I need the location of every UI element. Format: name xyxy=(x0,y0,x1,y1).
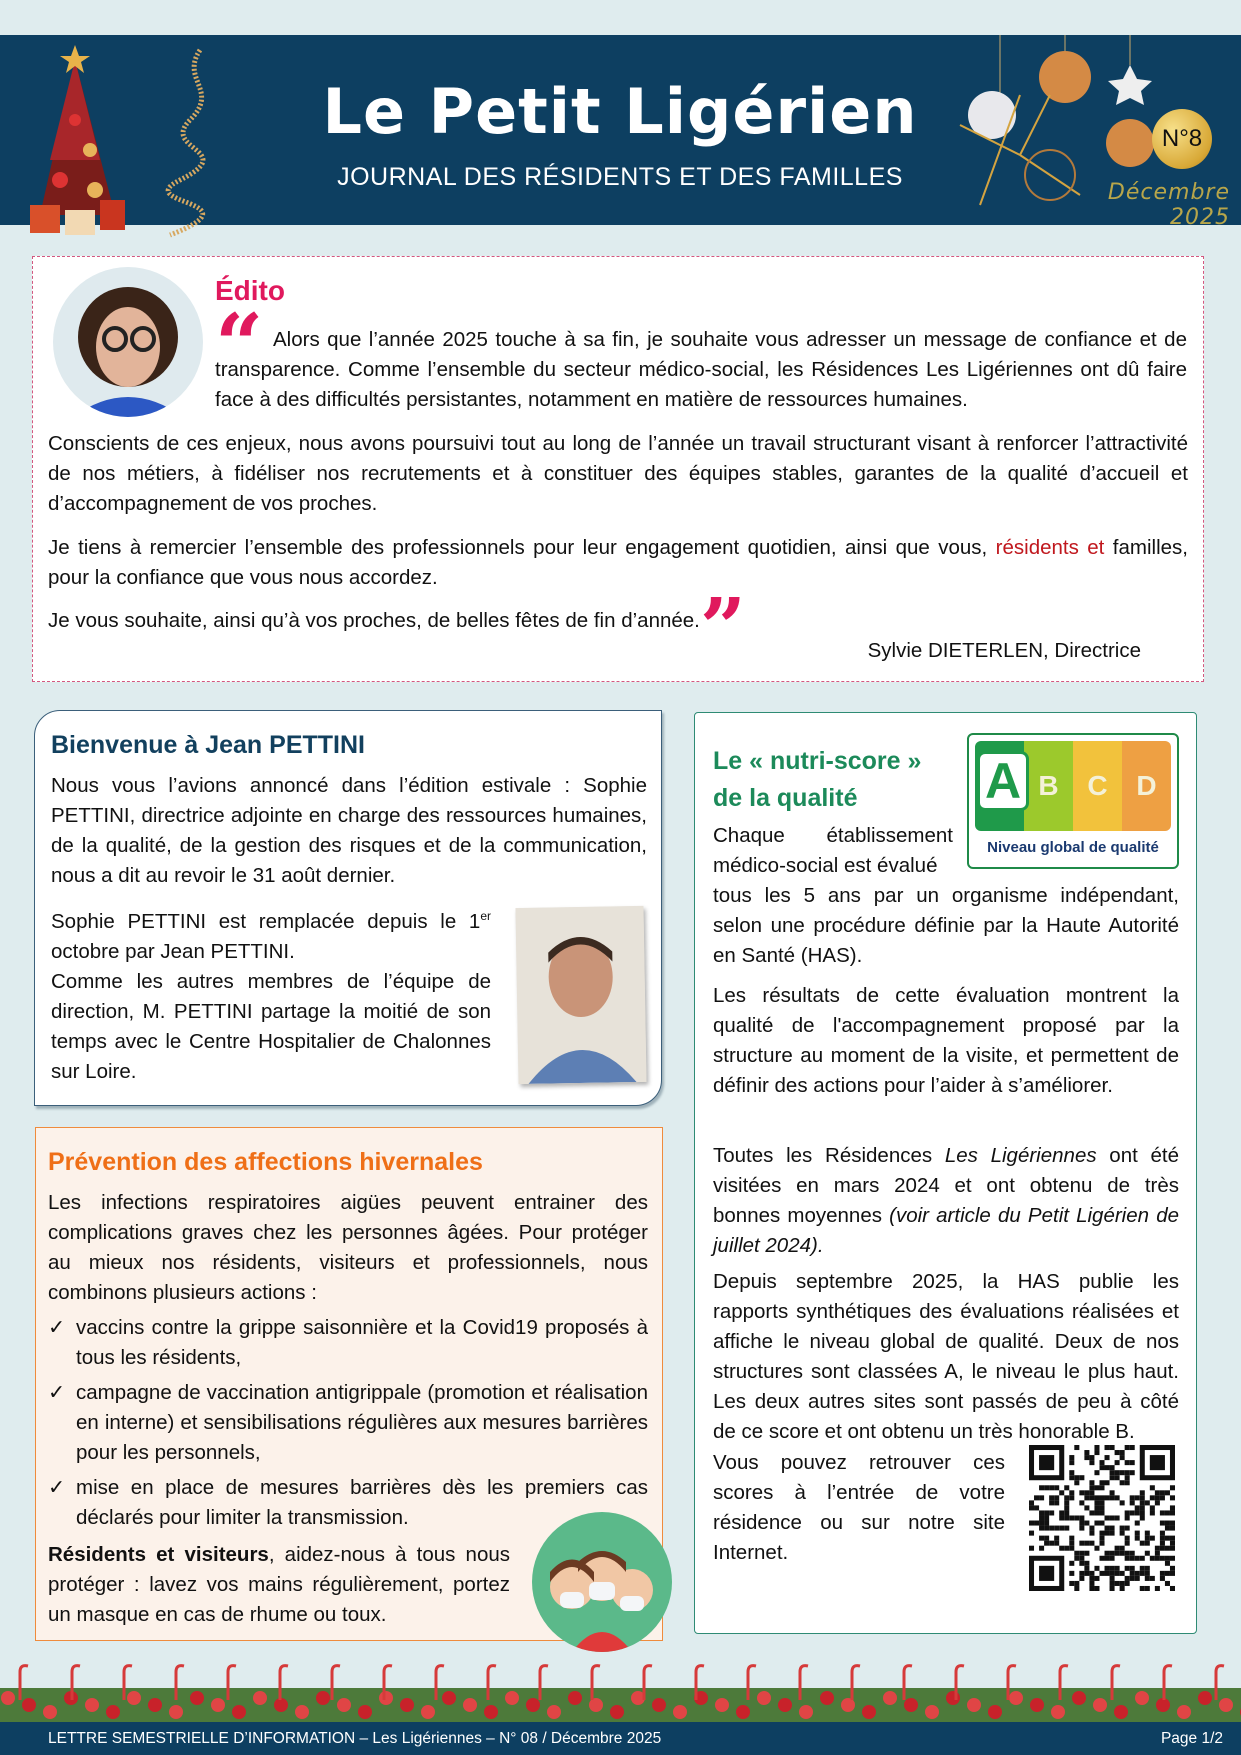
badge-label: Niveau global de qualité xyxy=(987,839,1159,856)
score-segment-c: C xyxy=(1073,741,1122,831)
list-item xyxy=(48,1313,648,1373)
christmas-tree-illustration xyxy=(20,40,290,240)
welcome-heading: Bienvenue à Jean PETTINI xyxy=(51,731,365,759)
checkmark-icon: ✓ xyxy=(48,1476,66,1499)
edito-paragraph: Je vous souhaite, ainsi qu’à vos proches, de belles fêtes de fin d’année.” xyxy=(48,580,746,674)
page-footer xyxy=(0,1722,1241,1755)
prevention-intro: Les infections respiratoires aigües peuvent entrainer des complications graves chez les personnes âgées. Pour protéger au mieux nos résidents, visiteurs et professionnels, nous combinons plusieurs actions : xyxy=(48,1191,648,1304)
highlighted-text: résidents et xyxy=(995,536,1105,559)
jean-pettini-photo xyxy=(515,906,646,1084)
score-segment-d: D xyxy=(1122,741,1171,831)
edito-section xyxy=(32,256,1204,682)
text: ont été visitées en mars 2024 et ont obtenu de très bonnes moyennes xyxy=(713,1144,1179,1227)
italic-text: Les Ligériennes xyxy=(944,1144,1097,1167)
nutri-paragraph: Depuis septembre 2025, la HAS publie les rapports synthétiques des évaluations réalisées et affiche le niveau global de qualité. Deux de nos structures sont classées A, le niveau le plus haut. Les deux autres sites sont passés de peu à côté de ce score et ont obtenu un très honorable B. xyxy=(713,1270,1179,1443)
issue-number: N°8 xyxy=(1152,109,1212,169)
nutri-paragraph: Chaque établissement médico-social est évalué xyxy=(713,824,953,877)
christmas-garland-decoration xyxy=(0,1660,1241,1724)
edito-signature: Sylvie DIETERLEN, Directrice xyxy=(867,639,1141,662)
welcome-paragraph xyxy=(51,901,491,967)
list-item xyxy=(48,1378,648,1468)
director-photo xyxy=(53,267,203,417)
prevention-section xyxy=(35,1127,663,1641)
welcome-paragraph: Comme les autres membres de l’équipe de direction, M. PETTINI partage la moitié de son temps avec le Centre Hospitalier de Chalonnes sur Loire. xyxy=(51,970,491,1083)
open-quote-icon: “ xyxy=(215,295,264,394)
newsletter-title: Le Petit Ligérien xyxy=(322,75,918,148)
text: Je vous souhaite, ainsi qu’à vos proches, de belles fêtes de fin d’année. xyxy=(48,609,700,632)
italic-text: (voir article du Petit Ligérien de juillet 2024). xyxy=(713,1204,1179,1257)
issue-date: Décembre 2025 xyxy=(1107,180,1230,230)
nutri-score-section xyxy=(694,712,1197,1634)
edito-paragraph: Conscients de ces enjeux, nous avons poursuivi tout au long de l’année un travail structurant visant à renforcer l’attractivité de nos métiers, à fidéliser nos recrutements et à constituer des équipes stables, garantes de la qualité d’accueil et d’accompagnement de vos proches. xyxy=(48,432,1188,515)
footer-publication-info: LETTRE SEMESTRIELLE D’INFORMATION – Les Ligériennes – N° 08 / Décembre 2025 xyxy=(48,1730,662,1747)
prevention-list xyxy=(48,1313,648,1538)
checkmark-icon: ✓ xyxy=(48,1316,66,1339)
bold-text: Résidents et visiteurs xyxy=(48,1543,269,1566)
list-item xyxy=(48,1473,648,1533)
prevention-outro xyxy=(48,1540,510,1630)
list-item-text: campagne de vaccination antigrippale (promotion et réalisation en interne) et sensibilisations régulières aux mesures barrières pour les personnels, xyxy=(76,1381,648,1464)
score-segment-a xyxy=(975,741,1024,831)
masked-people-illustration xyxy=(532,1512,672,1652)
edito-heading: Édito xyxy=(215,275,285,306)
checkmark-icon: ✓ xyxy=(48,1381,66,1404)
nutri-paragraph: Vous pouvez retrouver ces scores à l’entrée de votre résidence ou sur notre site Internet. xyxy=(713,1451,1005,1564)
list-item-text: mise en place de mesures barrières dès les premiers cas déclarés pour limiter la transmission. xyxy=(76,1476,648,1529)
page-number: Page 1/2 xyxy=(1160,1730,1223,1747)
score-letter-a: A xyxy=(977,751,1029,811)
prevention-heading: Prévention des affections hivernales xyxy=(48,1148,483,1176)
text: Toutes les Résidences xyxy=(713,1144,945,1167)
nutri-paragraph: tous les 5 ans par un organisme indépendant, selon une procédure définie par la Haute Autorité en Santé (HAS). xyxy=(713,884,1179,967)
edito-paragraph xyxy=(48,533,1188,593)
score-segment-b: B xyxy=(1024,741,1073,831)
quality-score-badge xyxy=(967,733,1179,869)
welcome-paragraph: Nous vous l’avions annoncé dans l’édition estivale : Sophie PETTINI, directrice adjointe en charge des ressources humaines, de la qualité, de la gestion des risques et de la communication, nous a dit au revoir le 31 août dernier. xyxy=(51,774,647,887)
nutri-paragraph xyxy=(713,1141,1179,1261)
edito-paragraph: Alors que l’année 2025 touche à sa fin, je souhaite vous adresser un message de confiance et de transparence. Comme l’ensemble du secteur médico-social, les Résidences Les Ligériennes ont dû faire face à des difficultés persistantes, notamment en matière de ressources humaines. xyxy=(215,328,1187,411)
qr-code[interactable] xyxy=(1029,1445,1175,1591)
newsletter-subtitle: JOURNAL DES RÉSIDENTS ET DES FAMILLES xyxy=(337,163,903,191)
text: , aidez-nous à tous nous protéger : lavez vos mains régulièrement, portez un masque en cas de rhume ou toux. xyxy=(48,1543,510,1626)
text: Sophie PETTINI est remplacée depuis le 1 xyxy=(51,909,481,933)
text: octobre par Jean PETTINI. xyxy=(51,939,295,963)
nutri-score-heading: Le « nutri-score » de la qualité xyxy=(713,747,922,812)
superscript: er xyxy=(480,909,491,923)
text: Je tiens à remercier l’ensemble des professionnels pour leur engagement quotidien, ainsi que vous, xyxy=(48,536,996,559)
text: familles, pour la confiance que vous nous accordez. xyxy=(48,536,1188,589)
masthead xyxy=(0,35,1241,230)
nutri-paragraph: Les résultats de cette évaluation montrent la qualité de l'accompagnement proposé par la structure au moment de la visite, et permettent de définir des actions pour l’aider à s’améliorer. xyxy=(713,984,1179,1097)
list-item-text: vaccins contre la grippe saisonnière et la Covid19 proposés à tous les résidents, xyxy=(76,1316,648,1369)
welcome-section xyxy=(34,710,662,1106)
